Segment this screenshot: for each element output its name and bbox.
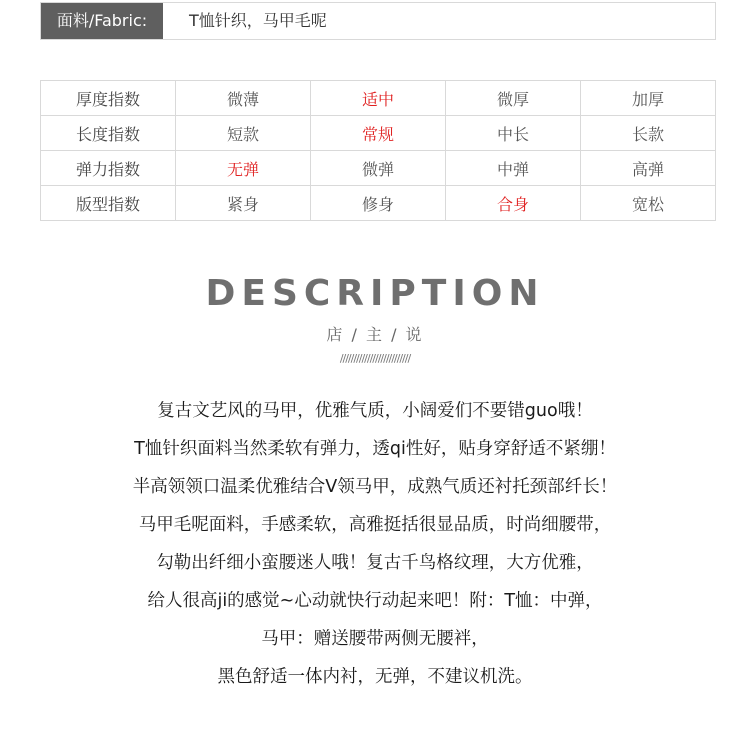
index-row-name: 弹力指数 bbox=[41, 151, 176, 186]
description-line: 复古文艺风的马甲，优雅气质，小阔爱们不要错guo哦！ bbox=[157, 401, 593, 421]
index-cell-selected: 无弹 bbox=[176, 151, 311, 186]
index-cell-selected: 合身 bbox=[446, 186, 581, 221]
fabric-label: 面料/Fabric: bbox=[41, 3, 163, 39]
index-cell: 中弹 bbox=[446, 151, 581, 186]
description-rule: ////////////////////////// bbox=[339, 352, 411, 365]
index-row bbox=[41, 81, 716, 116]
index-cell: 宽松 bbox=[581, 186, 716, 221]
fabric-bar bbox=[40, 2, 716, 40]
index-row-name: 厚度指数 bbox=[41, 81, 176, 116]
index-table bbox=[40, 80, 716, 221]
description-line: 黑色舒适一体内衬，无弹，不建议机洗。 bbox=[217, 667, 533, 687]
index-cell-selected: 常规 bbox=[311, 116, 446, 151]
index-cell-selected: 适中 bbox=[311, 81, 446, 116]
index-cell: 短款 bbox=[176, 116, 311, 151]
index-cell: 加厚 bbox=[581, 81, 716, 116]
index-cell: 微弹 bbox=[311, 151, 446, 186]
index-row-name: 版型指数 bbox=[41, 186, 176, 221]
index-cell: 微薄 bbox=[176, 81, 311, 116]
index-cell: 修身 bbox=[311, 186, 446, 221]
index-cell: 紧身 bbox=[176, 186, 311, 221]
index-row-name: 长度指数 bbox=[41, 116, 176, 151]
index-row bbox=[41, 151, 716, 186]
description-title: DESCRIPTION bbox=[205, 273, 545, 314]
fabric-value: T恤针织，马甲毛呢 bbox=[189, 11, 327, 30]
description-line: 马甲：赠送腰带两侧无腰袢， bbox=[261, 629, 489, 649]
index-row bbox=[41, 186, 716, 221]
index-row bbox=[41, 116, 716, 151]
description-line: 勾勒出纤细小蛮腰迷人哦！复古千鸟格纹理，大方优雅， bbox=[156, 553, 594, 573]
description-line: 马甲毛呢面料，手感柔软，高雅挺括很显品质，时尚细腰带， bbox=[138, 515, 612, 535]
description-subtitle: 店 / 主 / 说 bbox=[326, 325, 424, 344]
index-cell: 长款 bbox=[581, 116, 716, 151]
index-cell: 微厚 bbox=[446, 81, 581, 116]
index-cell: 高弹 bbox=[581, 151, 716, 186]
index-cell: 中长 bbox=[446, 116, 581, 151]
description-line: 半高领领口温柔优雅结合V领马甲，成熟气质还衬托颈部纤长！ bbox=[132, 477, 618, 497]
description-line: T恤针织面料当然柔软有弹力，透qi性好，贴身穿舒适不紧绷！ bbox=[134, 439, 616, 459]
description-line: 给人很高ji的感觉~心动就快行动起来吧！附：T恤：中弹， bbox=[147, 591, 603, 611]
description-lines bbox=[0, 392, 750, 696]
